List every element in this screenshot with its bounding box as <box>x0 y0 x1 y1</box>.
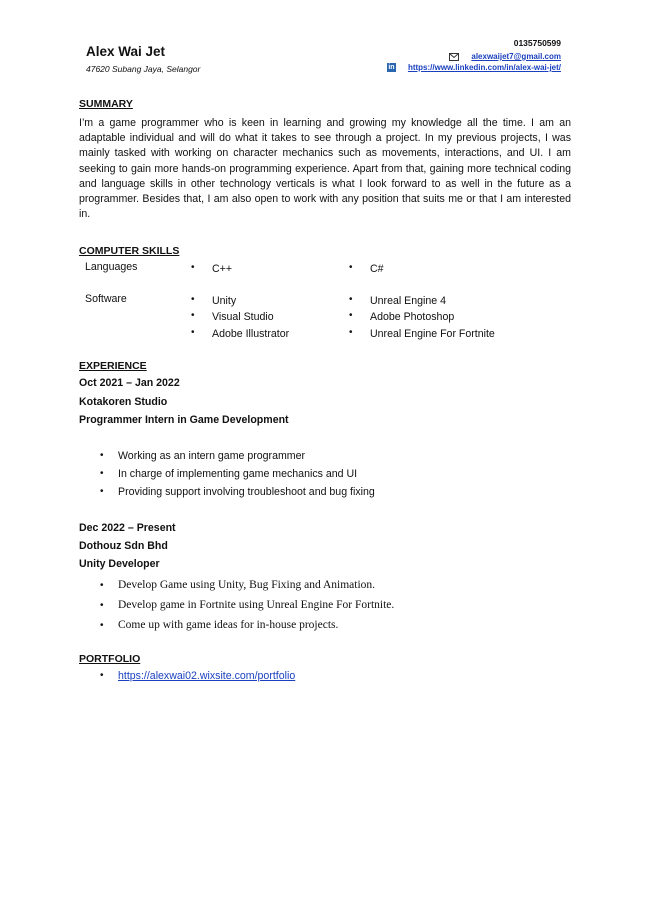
job-company: Dothouz Sdn Bhd <box>79 540 168 552</box>
job-duty: Develop game in Fortnite using Unreal Engine For Fortnite. <box>118 599 395 611</box>
summary-heading: SUMMARY <box>79 98 133 110</box>
job-company: Kotakoren Studio <box>79 396 168 408</box>
summary-text: I’m a game programmer who is keen in learning and growing my knowledge all the time. I am an adaptable individual and will do what it takes to see through a project. In my previous projects, I was mainly tasked with working on character mechanics such as movements, interactions, and UI. I am seeking to gain more hands-on programming experience. Apart from that, gaining more technical coding and language skills in other technology verticals is what I look forward to as well in the future as a programmer. Besides that, I am also open to work with any position that suits me or that I am interested in. <box>79 117 571 221</box>
skills-heading: COMPUTER SKILLS <box>79 245 180 257</box>
experience-heading: EXPERIENCE <box>79 360 147 372</box>
job-duty: Develop Game using Unity, Bug Fixing and Animation. <box>118 579 376 591</box>
bullet: • <box>191 262 195 273</box>
software-item: Unity <box>212 295 237 307</box>
software-label: Software <box>85 293 127 305</box>
bullet: • <box>100 670 104 681</box>
linkedin-link[interactable]: https://www.linkedin.com/in/alex-wai-jet/ <box>407 63 561 72</box>
bullet: • <box>191 310 195 321</box>
job-role: Unity Developer <box>79 558 160 570</box>
portfolio-heading: PORTFOLIO <box>79 653 141 665</box>
candidate-address: 47620 Subang Jaya, Selangor <box>86 64 201 74</box>
language-item: C# <box>370 263 384 275</box>
email-link[interactable]: alexwaijet7@gmail.com <box>471 52 561 61</box>
bullet: • <box>100 620 104 631</box>
job-dates: Oct 2021 – Jan 2022 <box>79 377 180 389</box>
linkedin-row <box>387 63 561 72</box>
software-item: Unreal Engine For Fortnite <box>370 328 495 340</box>
software-item: Adobe Photoshop <box>370 311 455 323</box>
job-duty: Providing support involving troubleshoot and bug fixing <box>118 486 375 498</box>
language-item: C++ <box>212 263 233 275</box>
bullet: • <box>100 486 104 497</box>
job-role: Programmer Intern in Game Development <box>79 414 289 426</box>
bullet: • <box>349 262 353 273</box>
bullet: • <box>100 600 104 611</box>
job-duty: In charge of implementing game mechanics and UI <box>118 468 358 480</box>
bullet: • <box>191 294 195 305</box>
bullet: • <box>100 450 104 461</box>
candidate-name: Alex Wai Jet <box>86 44 166 59</box>
bullet: • <box>349 294 353 305</box>
software-item: Unreal Engine 4 <box>370 295 446 307</box>
bullet: • <box>349 310 353 321</box>
job-dates: Dec 2022 – Present <box>79 522 176 534</box>
email-row <box>449 52 561 61</box>
bullet: • <box>100 468 104 479</box>
software-item: Visual Studio <box>212 311 274 323</box>
bullet: • <box>191 327 195 338</box>
languages-label: Languages <box>85 261 138 273</box>
bullet: • <box>100 580 104 591</box>
portfolio-link[interactable]: https://alexwai02.wixsite.com/portfolio <box>118 670 296 682</box>
linkedin-icon: in <box>388 64 395 71</box>
envelope-icon <box>449 53 459 61</box>
job-duty: Working as an intern game programmer <box>118 450 306 462</box>
job-duty: Come up with game ideas for in-house projects. <box>118 619 339 631</box>
software-item: Adobe Illustrator <box>212 328 290 340</box>
phone-number: 0135750599 <box>513 38 561 48</box>
bullet: • <box>349 327 353 338</box>
